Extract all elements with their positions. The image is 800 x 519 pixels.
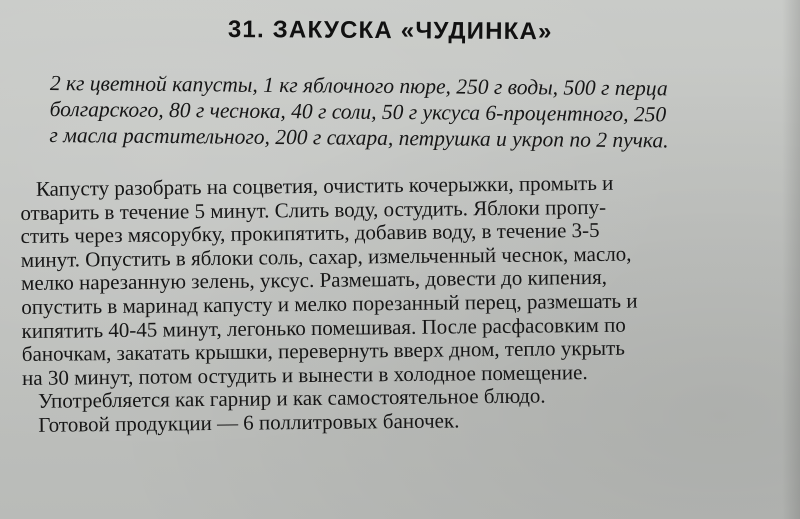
method-line-2: отварить в течение 5 минут. Слить воду, остудить. Яблоки пропу- (20, 194, 607, 225)
method-paragraph (20, 170, 793, 438)
ingredients-line-2: болгарского, 80 г чеснока, 40 г соли, 50 г уксуса 6-процентного, 250 (49, 96, 667, 127)
ingredients-line-1: 2 кг цветной капусты, 1 кг яблочного пюре, 250 г воды, 500 г перца (49, 70, 668, 101)
method-line-4: минут. Опустить в яблоки соль, сахар, измельченный чеснок, масло, (20, 241, 632, 272)
ingredients-paragraph (49, 70, 790, 154)
usage-line: Употребляется как гарнир и как самостоятельное блюдо. (22, 383, 546, 414)
method-line-6: опустить в маринад капусту и мелко порезанный перец, размешать и (21, 288, 638, 319)
yield-line: Готовой продукции — 6 поллитровых баночек. (22, 408, 460, 437)
method-line-7: кипятить 40-45 минут, легонько помешивая. После расфасовким по (21, 312, 626, 343)
recipe-title: 31. ЗАКУСКА «ЧУДИНКА» (227, 16, 553, 46)
method-line-8: баночкам, закатать крышки, перевернуть вверх дном, тепло укрыть (21, 335, 625, 367)
ingredients-line-3: г масла растительного, 200 г сахара, петрушка и укроп по 2 пучка. (49, 122, 669, 153)
method-line-3: стить через мясорубку, прокипятить, добавив воду, в течение 3-5 (20, 218, 600, 249)
method-line-1: Капусту разобрать на соцветия, очистить кочерыжки, промыть и (19, 170, 614, 201)
method-line-9: на 30 минут, потом остудить и вынести в холодное помещение. (21, 359, 588, 390)
method-line-5: мелко нарезанную зелень, уксус. Размешать, довести до кипения, (20, 265, 608, 296)
